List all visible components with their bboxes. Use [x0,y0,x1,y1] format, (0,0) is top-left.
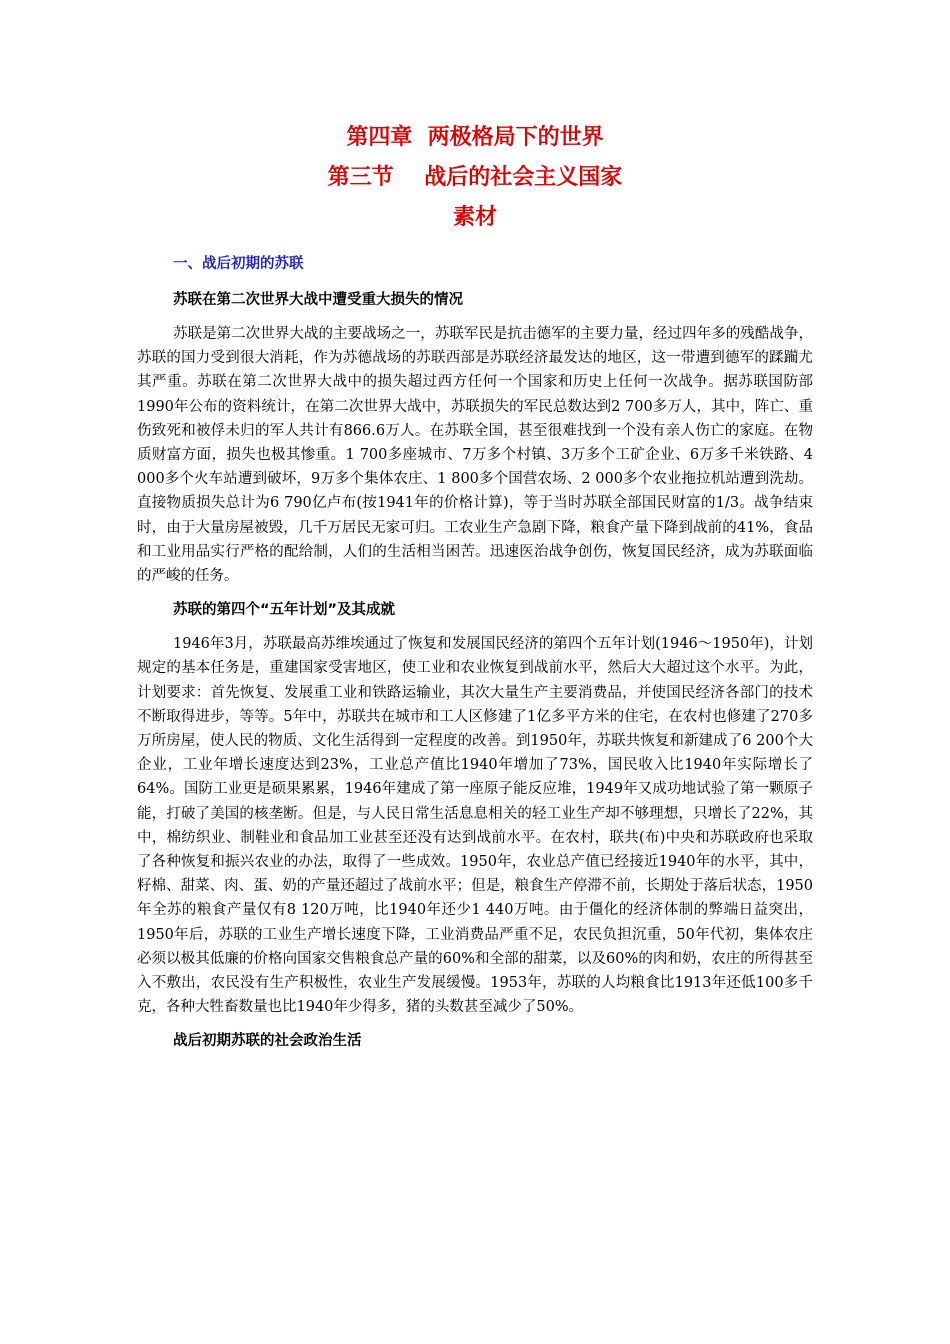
material-title: 素材 [452,205,497,230]
part-heading: 一、战后初期的苏联 [173,256,304,272]
section-title: 第三节 战后的社会主义国家 [327,165,623,190]
topic-heading: 苏联在第二次世界大战中遭受重大损失的情况 [173,292,463,308]
paragraph: 1946年3月，苏联最高苏维埃通过了恢复和发展国民经济的第四个五年计划(1946～1950年)，计划规定的基本任务是，重建国家受害地区，使工业和农业恢复到战前水平，然后大大超过这个水平。为此，计划要求：首先恢复、发展重工业和铁路运输业，其次大量生产主要消费品，并使国民经济各部门的技术不断取得进步，等等。5年中，苏联共在城市和工人区修建了1亿多平方米的住宅，在农村也修建了270多万所房屋，使人民的物质、文化生活得到一定程度的改善。到1950年，苏联共恢复和新建成了6 200个大企业，工业年增长速度达到23%，工业总产值比1940年增加了73%，国民收入比1940年实际增长了64%。国防工业更是硕果累累，1946年建成了第一座原子能反应堆，1949年又成功地试验了第一颗原子能，打破了美国的核垄断。但是，与人民日常生活息息相关的轻工业生产却不够理想，只增长了22%，其中，棉纺织业、制鞋业和食品加工业甚至还没有达到战前水平。在农村，联共(布)中央和苏联政府也采取了各种恢复和振兴农业的办法，取得了一些成效。1950年，农业总产值已经接近1940年的水平，其中，籽棉、甜菜、肉、蛋、奶的产量还超过了战前水平；但是，粮食生产停滞不前，长期处于落后状态，1950年全苏的粮食产量仅有8 120万吨，比1940年还少1 440万吨。由于僵化的经济体制的弊端日益突出，1950年后，苏联的工业生产增长速度下降，工业消费品严重不足，农民负担沉重，50年代初，集体农庄必须以极其低廉的价格向国家交售粮食总产量的60%和全部的甜菜，以及60%的肉和奶，农庄的所得甚至入不敷出，农民没有生产积极性，农业生产发展缓慢。1953年，苏联的人均粮食比1913年还低100多千克，各种大牲畜数量也比1940年少得多，猪的头数甚至减少了50%。 [137,636,813,1016]
topic-heading: 战后初期苏联的社会政治生活 [173,1033,362,1050]
chapter-title: 第四章 两极格局下的世界 [346,125,604,150]
title-block [0,118,950,238]
topic-heading: 苏联的第四个“五年计划”及其成就 [173,602,396,619]
paragraph: 苏联是第二次世界大战的主要战场之一，苏联军民是抗击德军的主要力量，经过四年多的残酷战争，苏联的国力受到很大消耗，作为苏德战场的苏联西部是苏联经济最发达的地区，这一带遭到德军的蹂躏尤其严重。苏联在第二次世界大战中的损失超过西方任何一个国家和历史上任何一次战争。据苏联国防部1990年公布的资料统计，在第二次世界大战中，苏联损失的军民总数达到2 700多万人，其中，阵亡、重伤致死和被俘未归的军人共计有866.6万人。在苏联全国，甚至很难找到一个没有亲人伤亡的家庭。在物质财富方面，损失也极其惨重。1 700多座城市、7万多个村镇、3万多个工矿企业、6万多千米铁路、4 000多个火车站遭到破坏，9万多个集体农庄、1 800多个国营农场、2 000多个农业拖拉机站遭到洗劫。直接物质损失总计为6 790亿卢布(按1941年的价格计算)，等于当时苏联全部国民财富的1/3。战争结束时，由于大量房屋被毁，几千万居民无家可归。工农业生产急剧下降，粮食产量下降到战前的41%，食品和工业用品实行严格的配给制，人们的生活相当困苦。迅速医治战争创伤，恢复国民经济，成为苏联面临的严峻的任务。 [137,326,813,585]
document-body [137,250,813,1063]
